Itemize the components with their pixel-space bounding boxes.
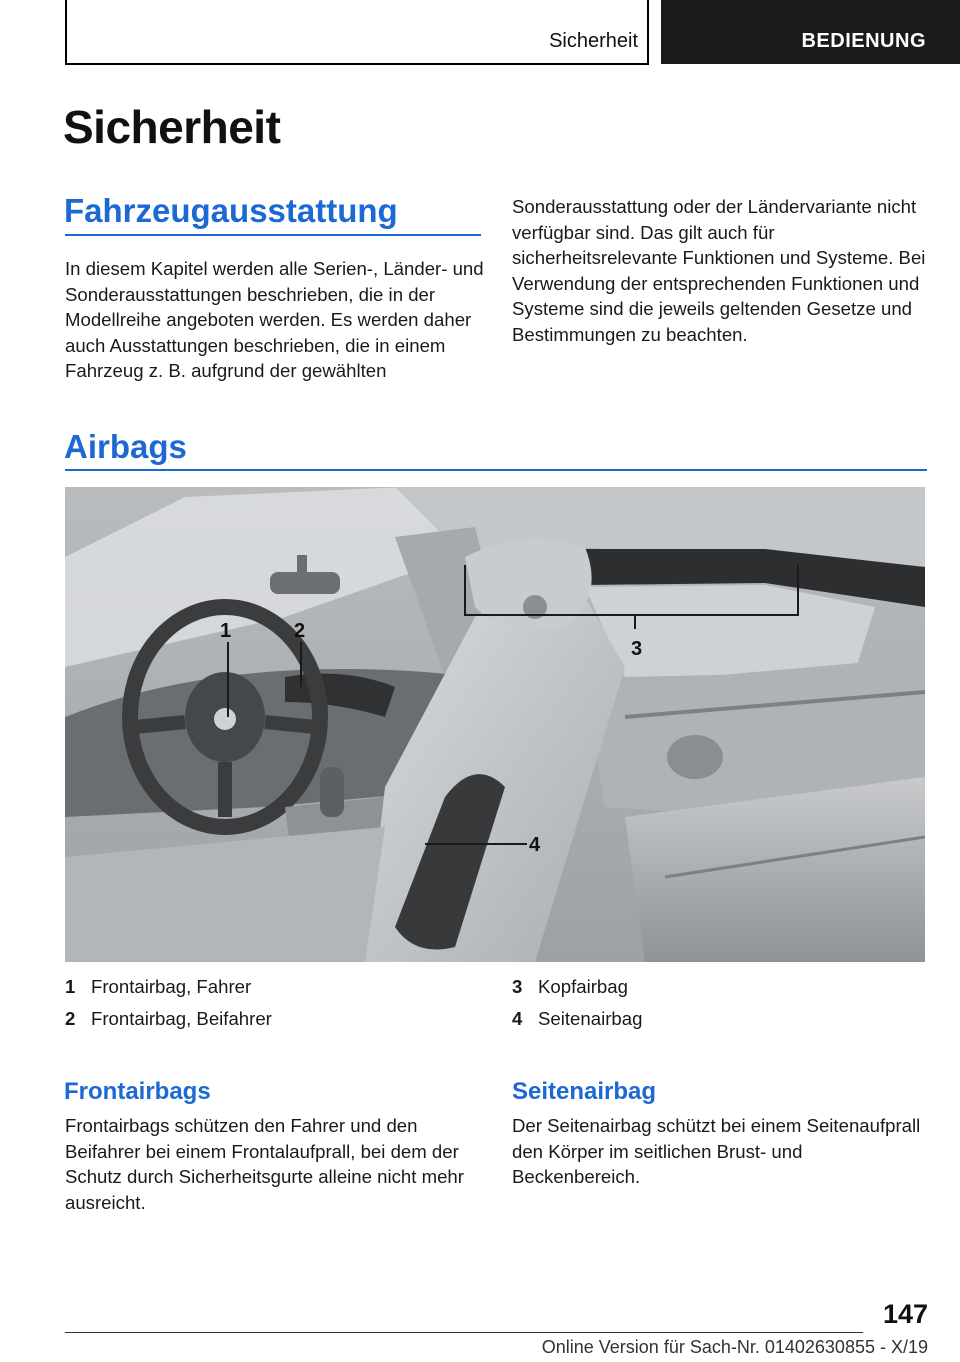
legend-number: 4 <box>512 1008 523 1029</box>
legend-number: 1 <box>65 976 76 997</box>
section-heading-fahrzeugausstattung: Fahrzeugausstattung <box>64 192 398 229</box>
header-rule-bottom <box>65 63 649 65</box>
fahrzeugausstattung-text-col2: Sonderausstattung oder der Ländervariante nicht verfügbar sind. Das gilt auch für sicherheitsrelevante Funktionen und Systeme. Bei Verwendung der entsprechenden Funktionen und Systeme sind die jeweils geltenden Gesetze und Bestimmungen zu beachten. <box>512 196 926 345</box>
legend-number: 3 <box>512 976 523 997</box>
legend-label: Seitenairbag <box>538 1008 643 1029</box>
footer-rule <box>65 1332 863 1333</box>
page-title: Sicherheit <box>63 101 281 153</box>
legend-label: Kopfairbag <box>538 976 628 997</box>
callout-3: 3 <box>631 638 643 660</box>
footer-online-version: Online Version für Sach-Nr. 01402630855 - X/19 <box>541 1337 928 1357</box>
subheading-seitenairbag: Seitenairbag <box>512 1078 657 1105</box>
callout-1: 1 <box>220 620 232 642</box>
legend-item-1 <box>65 976 251 998</box>
section-heading-airbags: Airbags <box>64 428 187 465</box>
page-number: 147 <box>882 1299 928 1329</box>
callout-4: 4 <box>529 834 541 856</box>
legend-label: Frontairbag, Beifahrer <box>91 1008 272 1029</box>
legend-item-2 <box>65 1008 272 1030</box>
legend-item-3 <box>512 976 628 998</box>
section-rule-fahrzeugausstattung <box>65 234 481 236</box>
callout-2: 2 <box>294 620 306 642</box>
frontairbags-text: Frontairbags schützen den Fahrer und den Beifahrer bei einem Frontalaufprall, bei dem der Schutz durch Sicherheitsgurte alleine nicht mehr ausreicht. <box>65 1115 464 1213</box>
seitenairbag-text: Der Seitenairbag schützt bei einem Seitenaufprall den Körper im seitlichen Brust- und Beckenbereich. <box>512 1115 921 1187</box>
header-rule-divider <box>647 0 649 64</box>
header-chapter-tab: BEDIENUNG <box>661 0 960 64</box>
airbag-illustration <box>65 487 925 962</box>
header-section-label: Sicherheit <box>549 30 638 52</box>
legend-item-4 <box>512 1008 642 1030</box>
section-rule-airbags <box>65 469 927 471</box>
fahrzeugausstattung-text-col1: In diesem Kapitel werden alle Serien-, Länder- und Sonderausstattungen beschrieben, die in der Modellreihe angeboten werden. Es werden daher auch Ausstattungen beschrieben, die in einem Fahrzeug z. B. aufgrund der gewählten <box>65 258 484 381</box>
legend-label: Frontairbag, Fahrer <box>91 976 252 997</box>
header-rule-left <box>65 0 67 64</box>
legend-number: 2 <box>65 1008 76 1029</box>
subheading-frontairbags: Frontairbags <box>64 1078 211 1105</box>
